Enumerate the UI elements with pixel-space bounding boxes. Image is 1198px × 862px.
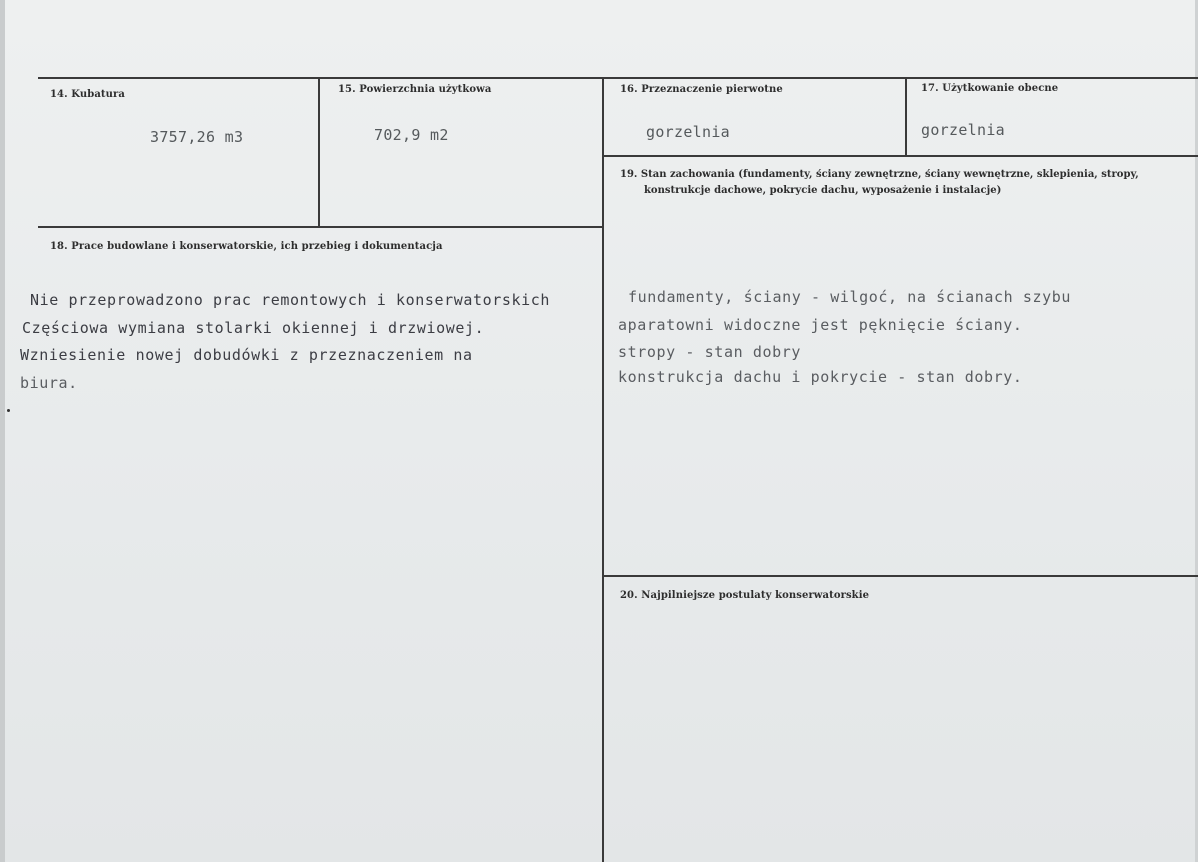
- card-edge-left: [0, 0, 5, 862]
- field-19-label: [620, 167, 1139, 199]
- field-14-value: 3757,26 m3: [150, 128, 244, 146]
- field-19-line: stropy - stan dobry: [618, 343, 801, 361]
- field-19-line: fundamenty, ściany - wilgoć, na ścianach szybu: [628, 288, 1072, 306]
- field-18-line: biura.: [20, 374, 78, 392]
- rule-above-18: [38, 226, 604, 228]
- field-15-label: 15. Powierzchnia użytkowa: [338, 84, 492, 95]
- field-16-value: gorzelnia: [646, 123, 730, 141]
- field-19-label-line: konstrukcje dachowe, pokrycie dachu, wyposażenie i instalacje): [644, 185, 1002, 196]
- field-18-line: Częściowa wymiana stolarki okiennej i drzwiowej.: [22, 319, 485, 337]
- field-18-line: Wzniesienie nowej dobudówki z przeznaczeniem na: [20, 346, 473, 364]
- field-19-line: aparatowni widoczne jest pęknięcie ściany.: [618, 316, 1023, 334]
- center-divider: [602, 77, 604, 862]
- field-19-line: konstrukcja dachu i pokrycie - stan dobry.: [618, 368, 1023, 386]
- field-18-line: Nie przeprowadzono prac remontowych i konserwatorskich: [30, 291, 551, 309]
- field-16-label: 16. Przeznaczenie pierwotne: [620, 84, 783, 95]
- divider-16-17: [905, 77, 907, 156]
- field-20-label: 20. Najpilniejsze postulaty konserwatorskie: [620, 590, 870, 601]
- field-19-label-line: 19. Stan zachowania (fundamenty, ściany zewnętrzne, ściany wewnętrzne, sklepienia, stropy,: [620, 169, 1139, 180]
- field-14-label: 14. Kubatura: [50, 89, 125, 100]
- rule-above-20: [602, 575, 1198, 577]
- rule-above-19: [602, 155, 1198, 157]
- field-18-label: 18. Prace budowlane i konserwatorskie, ich przebieg i dokumentacja: [50, 241, 443, 252]
- field-15-value: 702,9 m2: [374, 126, 449, 144]
- top-rule: [38, 77, 1198, 79]
- margin-mark: [7, 409, 10, 412]
- divider-14-15: [318, 77, 320, 228]
- field-17-value: gorzelnia: [921, 121, 1005, 139]
- field-17-label: 17. Użytkowanie obecne: [921, 83, 1059, 94]
